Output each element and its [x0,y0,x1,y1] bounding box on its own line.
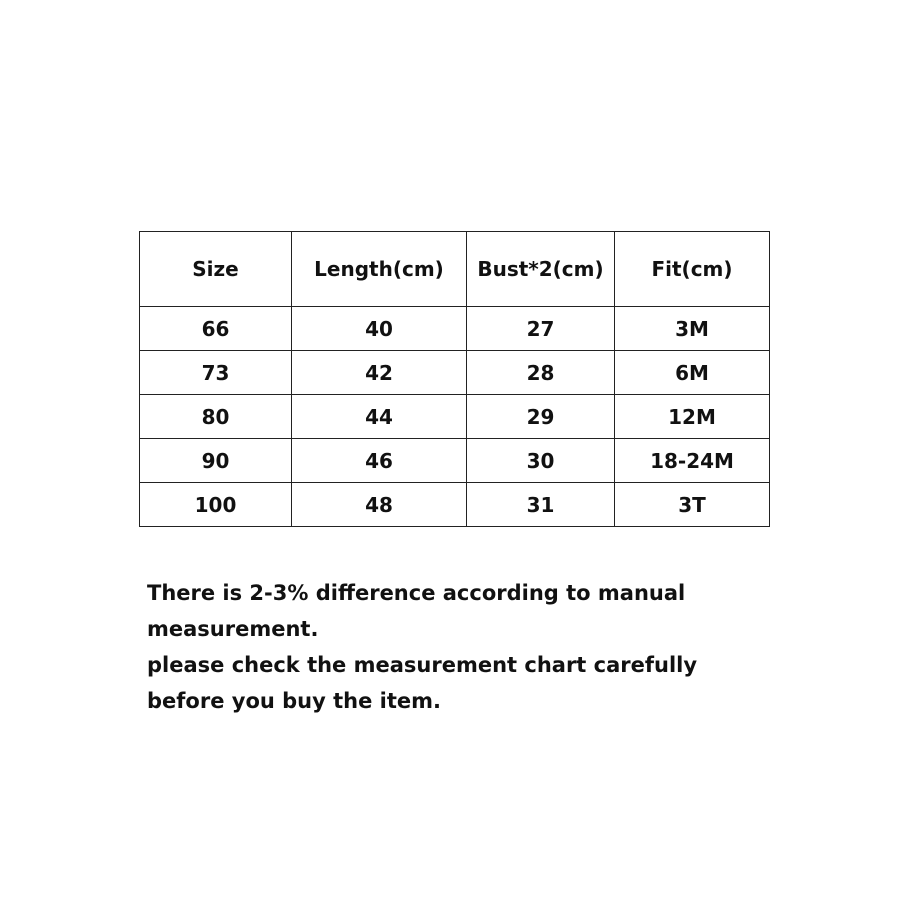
cell-bust: 31 [467,483,615,527]
cell-bust: 27 [467,307,615,351]
header-fit: Fit(cm) [615,232,770,307]
table-header-row [140,232,770,307]
table-row [140,351,770,395]
table-row [140,395,770,439]
cell-length: 44 [292,395,467,439]
cell-length: 42 [292,351,467,395]
cell-fit: 3M [615,307,770,351]
cell-size: 73 [140,351,292,395]
cell-fit: 12M [615,395,770,439]
table-row [140,439,770,483]
cell-length: 46 [292,439,467,483]
table-row [140,483,770,527]
note-check-chart: please check the measurement chart carefully before you buy the item. [147,653,698,713]
size-chart-table [139,231,770,527]
header-size: Size [140,232,292,307]
table-row [140,307,770,351]
cell-size: 80 [140,395,292,439]
cell-size: 100 [140,483,292,527]
header-length: Length(cm) [292,232,467,307]
cell-fit: 3T [615,483,770,527]
cell-fit: 18-24M [615,439,770,483]
cell-bust: 28 [467,351,615,395]
note-difference: There is 2-3% difference according to manual measurement. [147,581,686,641]
cell-size: 90 [140,439,292,483]
cell-length: 40 [292,307,467,351]
cell-fit: 6M [615,351,770,395]
cell-bust: 29 [467,395,615,439]
measurement-notes [147,575,767,719]
header-bust: Bust*2(cm) [467,232,615,307]
cell-size: 66 [140,307,292,351]
cell-bust: 30 [467,439,615,483]
cell-length: 48 [292,483,467,527]
